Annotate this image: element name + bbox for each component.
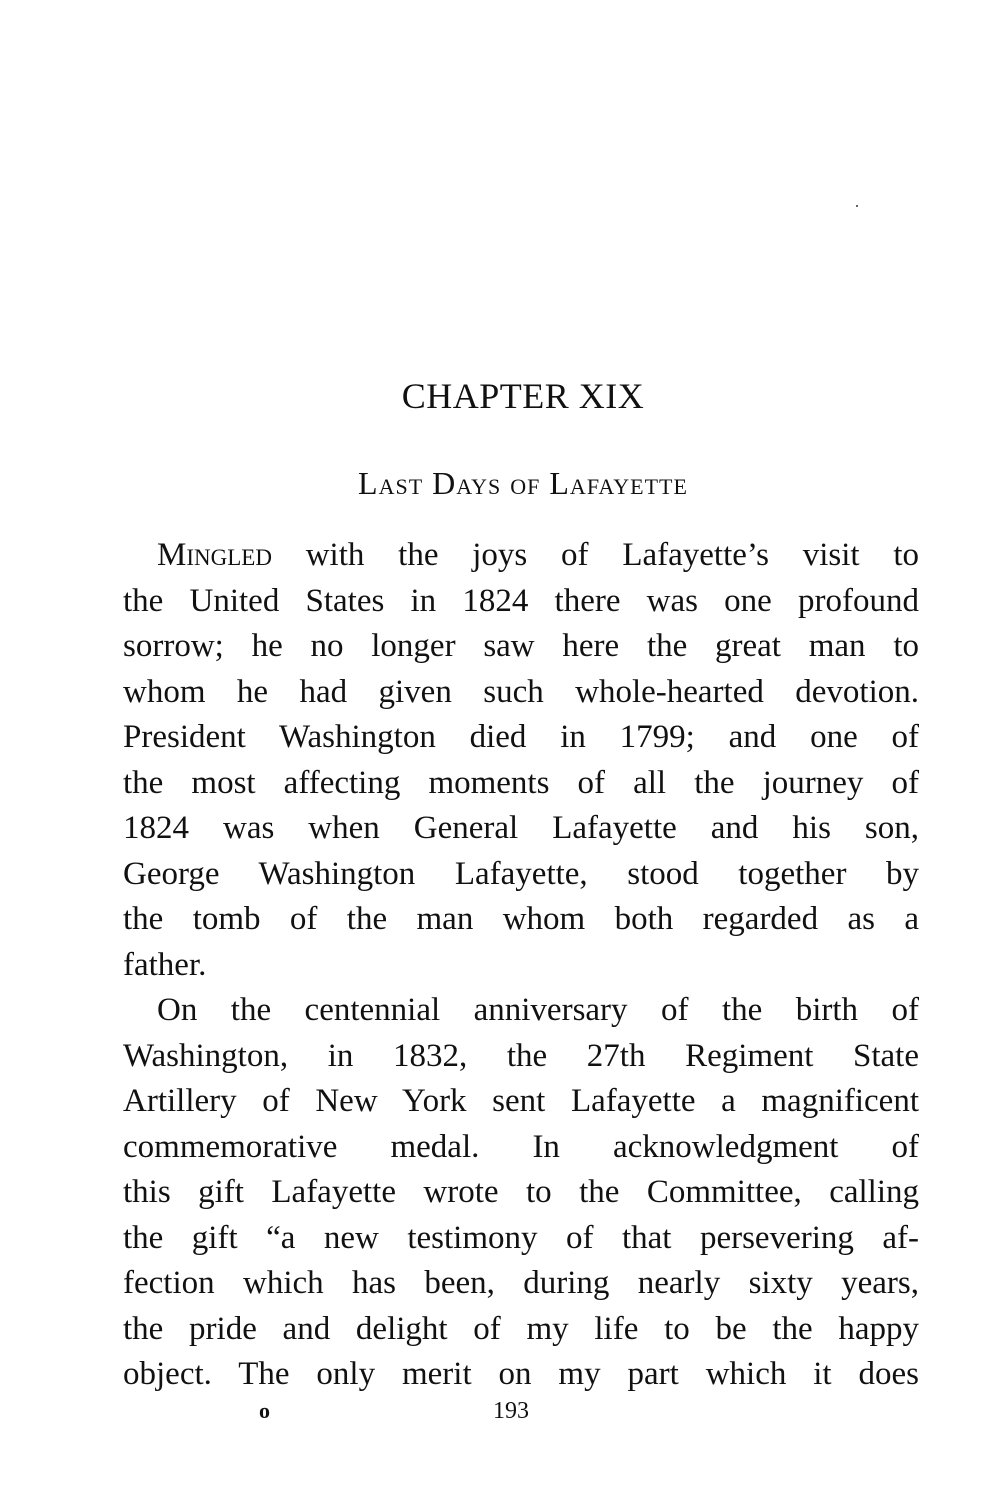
paragraph-1-line-1 bbox=[123, 533, 919, 579]
paragraph-1-line: President Washington died in 1799; and one of bbox=[123, 719, 919, 755]
ink-speck bbox=[856, 205, 858, 207]
paragraph-2-line: Artillery of New York sent Lafayette a magnificent bbox=[123, 1083, 919, 1119]
chapter-title: Last Days of Lafayette bbox=[358, 465, 688, 501]
paragraph-1-line-1-rest: with the joys of Lafayette’s visit to bbox=[271, 537, 919, 573]
signature-mark: o bbox=[259, 1398, 270, 1423]
paragraph-1-line: the tomb of the man whom both regarded as a bbox=[123, 901, 919, 937]
paragraph-2-line: fection which has been, during nearly sixty years, bbox=[123, 1265, 919, 1301]
paragraph-1-line: sorrow; he no longer saw here the great man to bbox=[123, 628, 919, 664]
paragraph-2-line: the gift “a new testimony of that persevering af- bbox=[123, 1219, 919, 1256]
paragraph-1-line: father. bbox=[123, 946, 207, 983]
paragraph-2-line: commemorative medal. In acknowledgment of bbox=[123, 1128, 919, 1165]
paragraph-2-line: Washington, in 1832, the 27th Regiment State bbox=[123, 1037, 919, 1074]
page-number: 193 bbox=[493, 1398, 529, 1424]
paragraph-lead-word: Mingled bbox=[157, 537, 272, 573]
paragraph-1-line: 1824 was when General Lafayette and his son, bbox=[123, 810, 919, 846]
chapter-number: CHAPTER XIX bbox=[401, 376, 645, 416]
paragraph-1-line: the United States in 1824 there was one profound bbox=[123, 582, 919, 619]
paragraph-2-line: object. The only merit on my part which it does bbox=[123, 1356, 919, 1392]
body-text bbox=[123, 533, 919, 1398]
paragraph-2-line: this gift Lafayette wrote to the Committee, calling bbox=[123, 1174, 919, 1210]
paragraph-1-line: whom he had given such whole-hearted devotion. bbox=[123, 673, 919, 710]
paragraph-1-line: the most affecting moments of all the journey of bbox=[123, 764, 919, 801]
paragraph-2-line: On the centennial anniversary of the birth of bbox=[157, 992, 919, 1028]
paragraph-2-line: the pride and delight of my life to be the happy bbox=[123, 1310, 919, 1347]
paragraph-1-line: George Washington Lafayette, stood together by bbox=[123, 855, 919, 892]
